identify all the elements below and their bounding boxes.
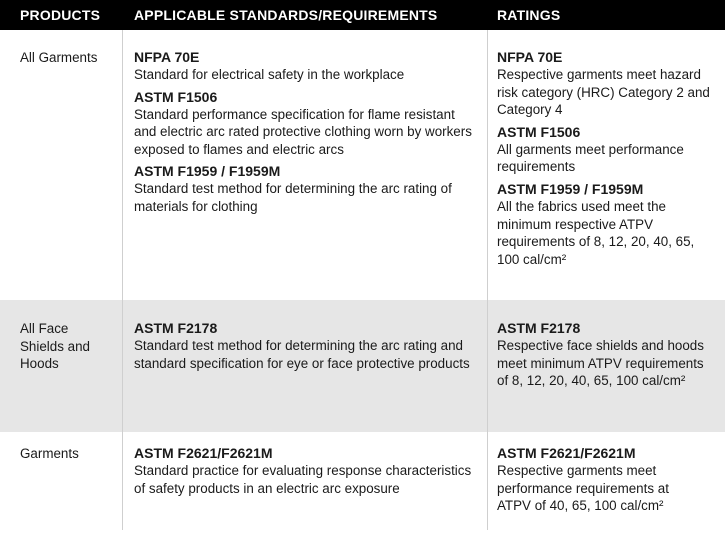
rating-title: NFPA 70E — [497, 49, 563, 65]
standard-title: ASTM F2178 — [134, 320, 218, 336]
ratings-cell — [497, 319, 717, 394]
standard-desc: Standard test method for determining the arc rating and standard specification for eye or face protective products — [134, 338, 470, 371]
rating-title: ASTM F1959 / F1959M — [497, 180, 644, 197]
standards-cell — [134, 48, 479, 220]
header-products: PRODUCTS — [20, 7, 101, 23]
standard-desc: Standard for electrical safety in the workplace — [134, 67, 405, 82]
product-label: All Face Shields and Hoods — [20, 321, 90, 372]
rating-entry — [497, 123, 717, 176]
standard-entry — [134, 88, 479, 159]
standard-title: ASTM F2621/F2621M — [134, 445, 273, 461]
header-standards: APPLICABLE STANDARDS/REQUIREMENTS — [134, 7, 438, 23]
ratings-cell — [497, 48, 717, 272]
standard-title: ASTM F1959 / F1959M — [134, 163, 281, 180]
standard-entry — [134, 162, 479, 215]
rating-title: ASTM F2621/F2621M — [497, 445, 636, 461]
standard-desc: Standard practice for evaluating response characteristics of safety products in an electric arc exposure — [134, 463, 472, 496]
product-label: All Garments — [20, 50, 98, 65]
rating-desc: All garments meet performance requirements — [497, 141, 684, 175]
standards-cell — [134, 444, 479, 501]
rating-desc: All the fabrics used meet the minimum respective ATPV requirements of 8, 12, 20, 40, 65, 100 cal/cm² — [497, 198, 695, 267]
rating-title: ASTM F2178 — [497, 320, 581, 336]
rating-entry — [497, 180, 717, 268]
rating-entry — [497, 319, 717, 390]
standard-entry — [134, 319, 479, 372]
standard-desc: Standard performance specification for flame resistant and electric arc rated protective clothing worn by workers exposed to flames and electric arcs — [134, 106, 472, 157]
rating-title: ASTM F1506 — [497, 123, 581, 140]
rating-desc: Respective face shields and hoods meet minimum ATPV requirements of 8, 12, 20, 40, 65, 100 cal/cm² — [497, 338, 704, 389]
header-ratings: RATINGS — [497, 7, 561, 23]
rating-desc: Respective garments meet performance requirements at ATPV of 40, 65, 100 cal/cm² — [497, 463, 669, 514]
column-divider-1 — [122, 30, 123, 530]
rating-entry — [497, 444, 687, 515]
column-divider-2 — [487, 30, 488, 530]
standard-title: ASTM F1506 — [134, 88, 218, 105]
standard-entry — [134, 48, 479, 84]
standard-title: NFPA 70E — [134, 49, 200, 65]
ratings-cell — [497, 444, 687, 519]
rating-entry — [497, 48, 717, 119]
rating-desc: Respective garments meet hazard risk category (HRC) Category 2 and Category 4 — [497, 67, 710, 118]
table-header — [0, 0, 725, 30]
standard-desc: Standard test method for determining the arc rating of materials for clothing — [134, 181, 452, 214]
standards-cell — [134, 319, 479, 376]
standard-entry — [134, 444, 479, 497]
product-label: Garments — [20, 446, 79, 461]
